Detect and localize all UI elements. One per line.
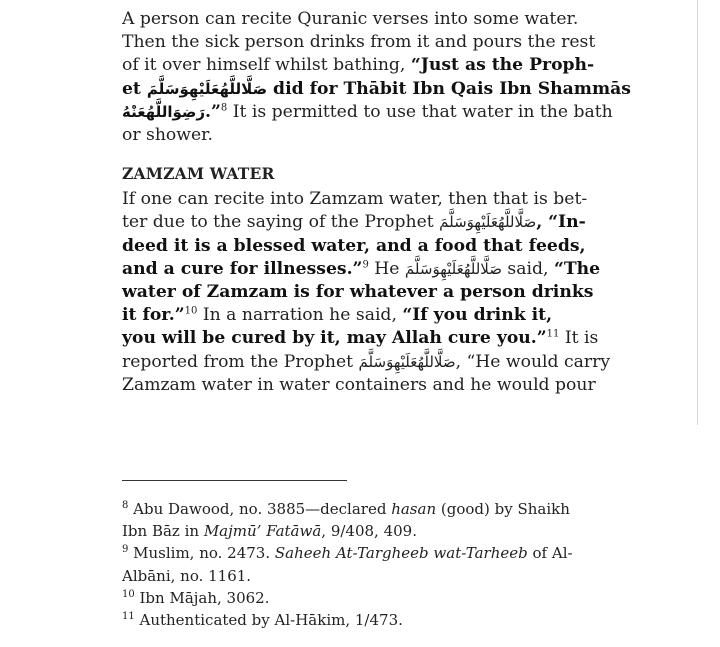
italic-term: hasan (391, 500, 437, 518)
text-line (122, 304, 602, 327)
text-line (122, 101, 613, 124)
hadith-quote: , “In- (536, 212, 586, 233)
text-run: Authenticated by Al-Hākim, 1/473. (134, 611, 403, 630)
footnote-ref[interactable]: 10 (184, 305, 198, 317)
footnote-divider (122, 480, 347, 481)
hadith-quote: you will be cured by it, may Allah cure you.” (122, 328, 547, 349)
text-run: In a narration he said, (197, 305, 403, 326)
radiallahu-glyph: رَضِوَاللَّهُعَنْهُ (122, 102, 206, 121)
footnote-ref[interactable]: 11 (546, 328, 560, 340)
paragraph-zamzam (122, 188, 611, 397)
text-run: did for Thābit Ibn Qais Ibn Shammās (267, 78, 631, 99)
text-run: ter due to the saying of the Prophet (122, 212, 440, 233)
footnote-number: 10 (122, 588, 135, 600)
footnote-9-cont: Albāni, no. 1161. (122, 566, 252, 585)
text-line: If one can recite into Zamzam water, then that is bet- (122, 189, 588, 210)
hadith-quote: deed it is a blessed water, and a food that feeds, (122, 235, 586, 256)
text-run: (good) by Shaikh (436, 500, 570, 518)
text-run: , 9/408, 409. (321, 522, 417, 541)
text-run: Ibn Bāz in (122, 522, 204, 541)
hadith-quote (122, 79, 631, 99)
text-run: reported from the Prophet (122, 351, 359, 372)
footnote-number: 8 (122, 500, 129, 511)
section-heading: ZAMZAM WATER (122, 164, 275, 184)
text-run: et (122, 78, 147, 99)
text-run: He (368, 258, 405, 279)
salawat-glyph: صَلَّاللَّهُعَلَيْهِوَسَلَّمَ (146, 79, 268, 98)
footnote-8-cont (122, 520, 602, 542)
italic-title: Saheeh At-Targheeb wat-Tarheeb (274, 544, 528, 563)
text-line: Then the sick person drinks from it and pours the rest (122, 32, 596, 53)
salawat-glyph: صَلَّاللَّهُعَلَيْهِوَسَلَّمَ (358, 352, 456, 371)
text-line: Zamzam water in water containers and he would pour (122, 374, 596, 395)
text-run: said, (501, 258, 554, 279)
text-run: Abu Dawood, no. 3885—declared (128, 500, 392, 518)
footnote-number: 9 (122, 544, 129, 556)
footnote-9 (122, 542, 602, 564)
text-line (122, 281, 602, 304)
footnotes (122, 498, 602, 631)
paragraph-ruqyah-water (122, 8, 631, 147)
footnote-ref[interactable]: 8 (220, 102, 228, 114)
text-line (122, 211, 602, 234)
text-line (122, 258, 602, 281)
text-run: of Al- (527, 544, 573, 563)
text-run: of it over himself whilst bathing, (122, 55, 411, 76)
text-run: .” (205, 101, 221, 122)
text-run: It is permitted to use that water in the bath (227, 101, 613, 122)
italic-title: Majmū’ Fatāwā (203, 522, 322, 541)
hadith-quote: “The (553, 258, 601, 279)
text-line (122, 351, 611, 374)
text-run: Ibn Mājah, 3062. (134, 588, 270, 607)
footnote-11 (122, 609, 602, 631)
footnote-number: 11 (122, 611, 135, 623)
text-run: Muslim, no. 2473. (128, 544, 275, 563)
hadith-quote: and a cure for illnesses.” (122, 258, 363, 279)
page-edge-line (697, 0, 698, 425)
text-line (122, 235, 602, 258)
text-line: or shower. (122, 125, 213, 146)
footnote-10 (122, 587, 602, 609)
text-line (122, 54, 602, 77)
salawat-glyph: صَلَّاللَّهُعَلَيْهِوَسَلَّمَ (404, 259, 502, 278)
text-run: , “He would carry (455, 351, 611, 372)
text-line (122, 327, 602, 350)
hadith-quote: it for.” (122, 305, 185, 326)
text-line (122, 78, 631, 101)
hadith-quote: “If you drink it, (402, 305, 553, 326)
main-text (122, 8, 631, 397)
hadith-quote: “Just as the Proph- (410, 55, 595, 76)
text-line: A person can recite Quranic verses into some water. (122, 9, 579, 29)
footnote-ref[interactable]: 9 (362, 259, 369, 271)
hadith-quote (122, 102, 221, 122)
salawat-glyph: صَلَّاللَّهُعَلَيْهِوَسَلَّمَ (439, 213, 537, 232)
hadith-quote: water of Zamzam is for whatever a person drinks (122, 282, 594, 303)
text-run: It is (559, 328, 599, 349)
footnote-8 (122, 498, 602, 520)
